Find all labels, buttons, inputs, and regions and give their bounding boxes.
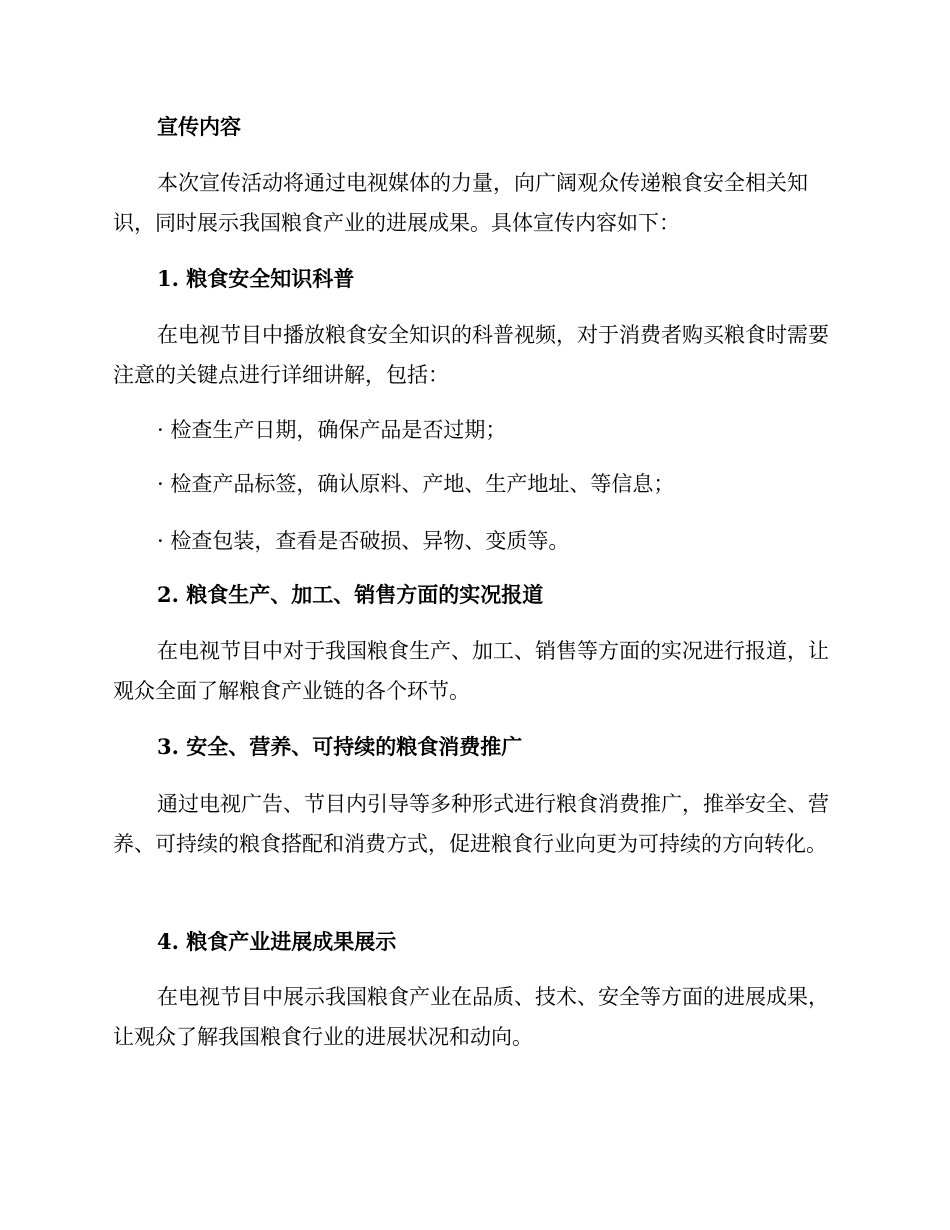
- intro-paragraph: 本次宣传活动将通过电视媒体的力量，向广阔观众传递粮食安全相关知识，同时展示我国粮食产业的进展成果。具体宣传内容如下：: [113, 171, 808, 235]
- bullet-item: · 检查产品标签，确认原料、产地、生产地址、等信息；: [157, 472, 675, 496]
- item-3-body: 通过电视广告、节目内引导等多种形式进行粮食消费推广，推举安全、营养、可持续的粮食搭配和消费方式，促进粮食行业向更为可持续的方向转化。: [113, 792, 829, 856]
- bullet-item: · 检查生产日期，确保产品是否过期；: [157, 418, 507, 442]
- section-title: 宣传内容: [157, 114, 241, 139]
- bullet-item: · 检查包装，查看是否破损、异物、变质等。: [157, 529, 570, 553]
- item-1-body: 在电视节目中播放粮食安全知识的科普视频，对于消费者购买粮食时需要注意的关键点进行详细讲解，包括：: [113, 323, 829, 387]
- item-1-heading: 1. 粮食安全知识科普: [157, 266, 355, 291]
- item-4-body: 在电视节目中展示我国粮食产业在品质、技术、安全等方面的进展成果，让观众了解我国粮食行业的进展状况和动向。: [113, 985, 829, 1049]
- item-4-heading: 4. 粮食产业进展成果展示: [157, 929, 397, 954]
- item-2-heading: 2. 粮食生产、加工、销售方面的实况报道: [157, 582, 544, 607]
- item-2-body: 在电视节目中对于我国粮食生产、加工、销售等方面的实况进行报道，让观众全面了解粮食产业链的各个环节。: [113, 639, 829, 703]
- item-3-heading: 3. 安全、营养、可持续的粮食消费推广: [157, 734, 523, 759]
